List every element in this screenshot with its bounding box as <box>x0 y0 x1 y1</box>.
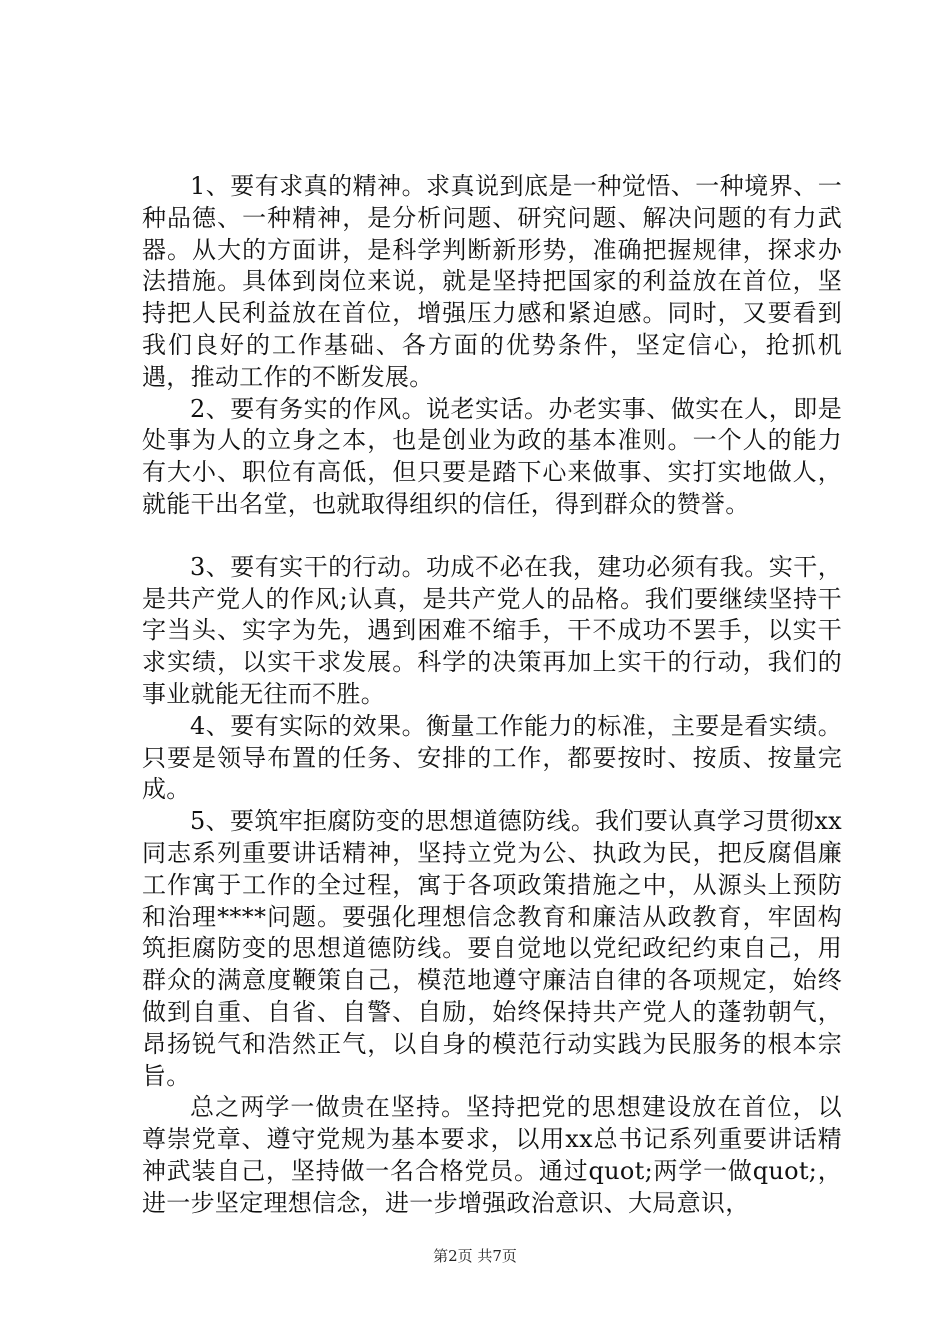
paragraph-gap <box>142 521 842 552</box>
paragraph-6: 总之两学一做贵在坚持。坚持把党的思想建设放在首位，以尊崇党章、遵守党规为基本要求，以用xx总书记系列重要讲话精神武装自己，坚持做一名合格党员。通过quot;两学一做quot;，进一步坚定理想信念，进一步增强政治意识、大局意识， <box>142 1093 842 1217</box>
paragraph-4: 4、要有实际的效果。衡量工作能力的标准，主要是看实绩。只要是领导布置的任务、安排的工作，都要按时、按质、按量完成。 <box>142 711 842 804</box>
paragraph-2: 2、要有务实的作风。说老实话。办老实事、做实在人，即是处事为人的立身之本，也是创业为政的基本准则。一个人的能力有大小、职位有高低，但只要是踏下心来做事、实打实地做人，就能干出名堂，也就取得组织的信任，得到群众的赞誉。 <box>142 394 842 518</box>
paragraph-1: 1、要有求真的精神。求真说到底是一种觉悟、一种境界、一种品德、一种精神，是分析问题、研究问题、解决问题的有力武器。从大的方面讲，是科学判断新形势，准确把握规律，探求办法措施。具体到岗位来说，就是坚持把国家的利益放在首位，坚持把人民利益放在首位，增强压力感和紧迫感。同时，又要看到我们良好的工作基础、各方面的优势条件，坚定信心，抢抓机遇，推动工作的不断发展。 <box>142 172 842 391</box>
page-footer: 第2页 共7页 <box>433 1247 517 1265</box>
paragraph-5: 5、要筑牢拒腐防变的思想道德防线。我们要认真学习贯彻xx同志系列重要讲话精神，坚持立党为公、执政为民，把反腐倡廉工作寓于工作的全过程，寓于各项政策措施之中，从源头上预防和治理****问题。要强化理想信念教育和廉洁从政教育，牢固构筑拒腐防变的思想道德防线。要自觉地以党纪政纪约束自己，用群众的满意度鞭策自己，模范地遵守廉洁自律的各项规定，始终做到自重、自省、自警、自励，始终保持共产党人的蓬勃朝气，昂扬锐气和浩然正气，以自身的模范行动实践为民服务的根本宗旨。 <box>142 807 842 1090</box>
document-body <box>142 171 842 1220</box>
paragraph-3: 3、要有实干的行动。功成不必在我，建功必须有我。实干，是共产党人的作风;认真，是共产党人的品格。我们要继续坚持干字当头、实字为先，遇到困难不缩手，干不成功不罢手，以实干求实绩，以实干求发展。科学的决策再加上实干的行动，我们的事业就能无往而不胜。 <box>142 552 842 708</box>
